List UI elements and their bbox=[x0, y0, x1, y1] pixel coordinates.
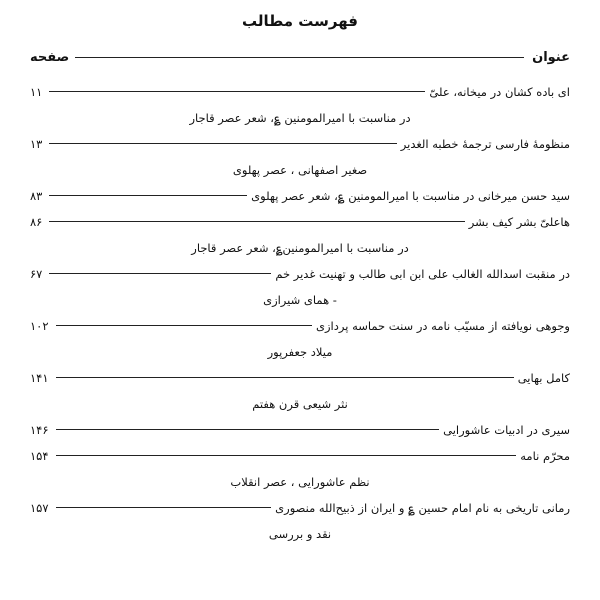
toc-entry[interactable] bbox=[30, 264, 570, 284]
toc-entry-page-number: ۱۳ bbox=[30, 137, 43, 151]
toc-subnote-text: نثر شیعی قرن هفتم bbox=[252, 397, 348, 411]
toc-entry[interactable] bbox=[30, 134, 570, 154]
toc-subnote bbox=[30, 160, 570, 180]
toc-leader-rule bbox=[49, 143, 396, 144]
toc-subnote-text: نظم عاشورایی ، عصر انقلاب bbox=[230, 475, 370, 489]
toc-entry[interactable] bbox=[30, 212, 570, 232]
toc-subnote bbox=[30, 238, 570, 258]
toc-leader-rule bbox=[49, 91, 425, 92]
table-of-contents bbox=[30, 82, 570, 550]
toc-subnote bbox=[30, 342, 570, 362]
toc-subnote bbox=[30, 290, 570, 310]
toc-entry[interactable] bbox=[30, 368, 570, 388]
toc-leader-rule bbox=[56, 377, 514, 378]
toc-leader-rule bbox=[49, 273, 271, 274]
toc-entry-page-number: ۸۶ bbox=[30, 215, 43, 229]
toc-subnote bbox=[30, 524, 570, 544]
toc-entry-title: منظومهٔ فارسی ترجمهٔ خطبه الغدیر bbox=[400, 137, 570, 151]
toc-subnote-text: نقد و بررسی bbox=[268, 527, 332, 541]
toc-leader-rule bbox=[56, 455, 517, 456]
column-header-title: عنوان bbox=[532, 50, 570, 65]
toc-subnote-text: صغیر اصفهانی ، عصر پهلوی bbox=[232, 163, 368, 177]
page-title: فهرست مطالب bbox=[242, 12, 358, 30]
column-header-page: صفحه bbox=[30, 50, 70, 65]
toc-leader-rule bbox=[49, 221, 464, 222]
toc-entry-title: وجوهی نویافته از مسیّب نامه در سنت حماسه پردازی bbox=[316, 319, 570, 333]
toc-entry[interactable] bbox=[30, 420, 570, 440]
toc-entry[interactable] bbox=[30, 186, 570, 206]
toc-entry-page-number: ۱۴۱ bbox=[30, 371, 49, 385]
toc-entry-page-number: ۱۵۴ bbox=[30, 449, 49, 463]
toc-subnote-text: در مناسبت با امیرالمومنین ؏، شعر عصر قاجار bbox=[189, 111, 411, 125]
toc-subnote bbox=[30, 394, 570, 414]
toc-leader-rule bbox=[56, 429, 440, 430]
toc-entry-page-number: ۱۱ bbox=[30, 85, 43, 99]
header-rule bbox=[75, 57, 524, 58]
toc-entry-title: هاعلیّ بشر کیف بشر bbox=[468, 215, 570, 229]
toc-entry-page-number: ۸۳ bbox=[30, 189, 43, 203]
toc-subnote bbox=[30, 108, 570, 128]
toc-subnote-text: میلاد جعفرپور bbox=[267, 345, 333, 359]
toc-entry-title: رمانی تاریخی به نام امام حسین ؏ و ایران از ذبیح‌الله منصوری bbox=[275, 501, 570, 515]
toc-entry[interactable] bbox=[30, 82, 570, 102]
toc-subnote-text: - همای شیرازی bbox=[263, 293, 337, 307]
toc-entry[interactable] bbox=[30, 498, 570, 518]
toc-subnote bbox=[30, 472, 570, 492]
toc-entry-title: در منقبت اسدالله الغالب علی ابن ابی طالب و تهنیت غدیر خم bbox=[275, 267, 570, 281]
toc-entry-page-number: ۱۰۲ bbox=[30, 319, 49, 333]
toc-leader-rule bbox=[56, 325, 312, 326]
toc-entry-title: سید حسن میرخانی در مناسبت با امیرالمومنین ؏، شعر عصر پهلوی bbox=[251, 189, 570, 203]
toc-subnote-text: در مناسبت با امیرالمومنین؏، شعر عصر قاجار bbox=[191, 241, 409, 255]
toc-entry-page-number: ۱۵۷ bbox=[30, 501, 49, 515]
toc-entry-page-number: ۱۴۶ bbox=[30, 423, 49, 437]
toc-leader-rule bbox=[49, 195, 247, 196]
toc-entry-title: کامل بهایی bbox=[517, 371, 570, 385]
toc-entry-title: سیری در ادبیات عاشورایی bbox=[443, 423, 570, 437]
toc-entry-title: ای باده کشان در میخانه، علیّ bbox=[429, 85, 570, 99]
toc-entry[interactable] bbox=[30, 316, 570, 336]
toc-column-header bbox=[30, 50, 570, 65]
toc-entry[interactable] bbox=[30, 446, 570, 466]
toc-leader-rule bbox=[56, 507, 272, 508]
toc-entry-title: محرّم نامه bbox=[520, 449, 570, 463]
toc-entry-page-number: ۶۷ bbox=[30, 267, 43, 281]
